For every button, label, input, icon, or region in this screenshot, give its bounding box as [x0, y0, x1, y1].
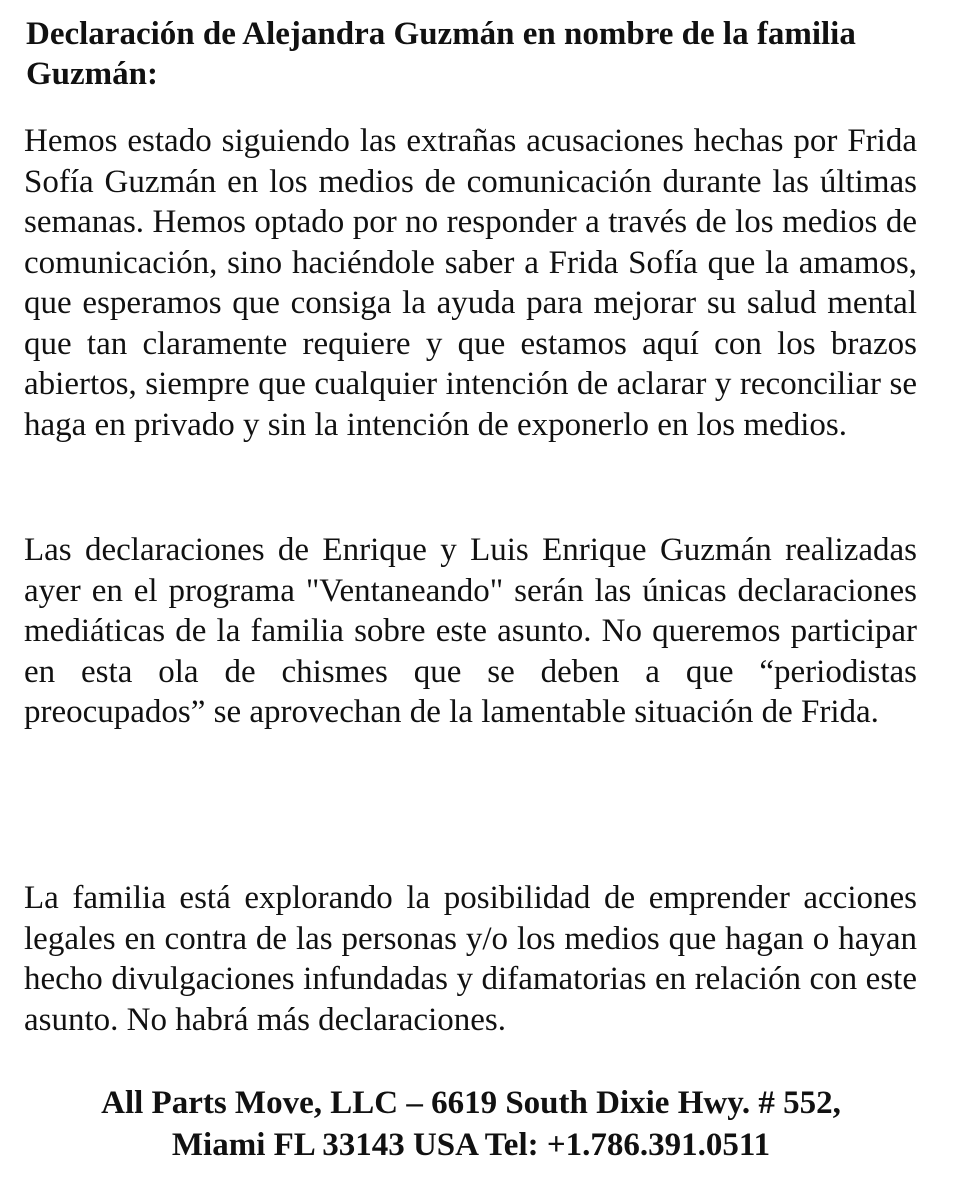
- statement-paragraph-2: Las declaraciones de Enrique y Luis Enrique Guzmán realizadas ayer en el programa "Ventaneando" serán las únicas declaraciones mediáticas de la familia sobre este asunto. No queremos participar en esta ola de chismes que se deben a que “periodistas preocupados” se aprovechan de la lamentable situación de Frida.: [24, 532, 917, 730]
- statement-paragraph-1: Hemos estado siguiendo las extrañas acusaciones hechas por Frida Sofía Guzmán en los medios de comunicación durante las últimas semanas. Hemos optado por no responder a través de los medios de comunicación, sino haciéndole saber a Frida Sofía que la amamos, que esperamos que consiga la ayuda para mejorar su salud mental que tan claramente requiere y que estamos aquí con los brazos abiertos, siempre que cualquier intención de aclarar y reconciliar se haga en privado y sin la intención de exponerlo en los medios.: [24, 123, 917, 443]
- footer-city-phone-line: Miami FL 33143 USA Tel: +1.786.391.0511: [171, 1127, 771, 1163]
- statement-title: Declaración de Alejandra Guzmán en nombre de la familia Guzmán:: [26, 16, 856, 92]
- footer-address-line: All Parts Move, LLC – 6619 South Dixie Hwy. # 552,: [101, 1085, 841, 1121]
- statement-paragraph-3: La familia está explorando la posibilidad de emprender acciones legales en contra de las personas y/o los medios que hagan o hayan hecho divulgaciones infundadas y difamatorias en relación con este asunto. No habrá más declaraciones.: [24, 880, 917, 1038]
- letterhead-footer: [0, 1082, 942, 1166]
